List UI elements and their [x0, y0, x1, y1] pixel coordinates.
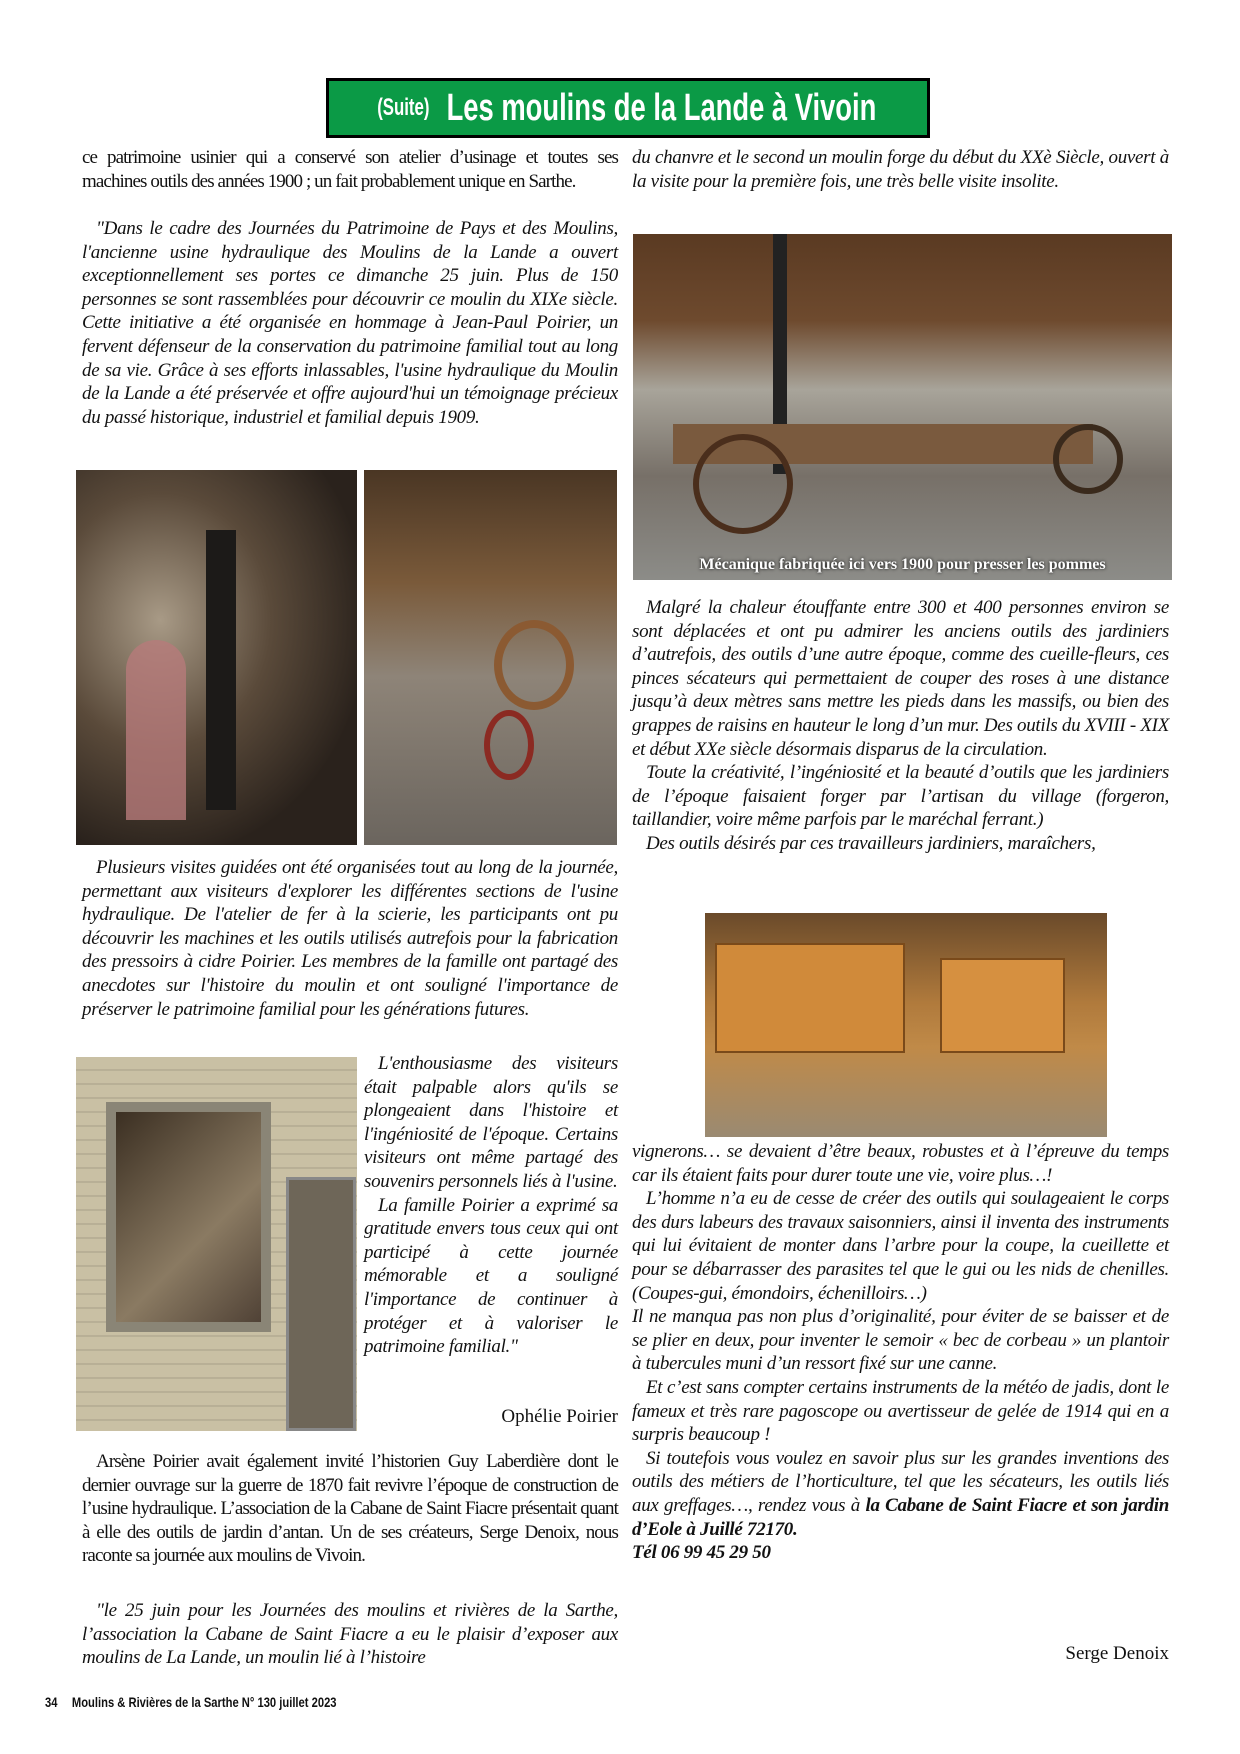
signature-serge: Serge Denoix	[1065, 1643, 1169, 1664]
page-number: 34	[45, 1694, 58, 1710]
right-text-2	[632, 1140, 1169, 1565]
enthusiasm-paragraph: L'enthousiasme des visiteurs était palpable alors qu'ils se plongeaient dans l'histoire et l'ingéniosité de l'époque. Certains visiteurs ont même partagé des souvenirs personnels liés à l'usine.	[364, 1053, 618, 1192]
article-title	[326, 78, 930, 138]
vignerons-paragraph: vignerons… se devaient d’être beaux, robustes et à l’épreuve du temps car ils étaient faits pour durer toute une vie, voire plus…!	[632, 1141, 1169, 1186]
photo-mill-window	[76, 1057, 357, 1431]
left-intro	[82, 146, 618, 193]
originalite-paragraph: Il ne manqua pas non plus d’originalité, pour éviter de se baisser et de se plier en deux, pour inventer le semoir « bec de corbeau » un plantoir à tubercules muni d’un ressort fixé sur une canne.	[632, 1306, 1169, 1375]
left-side-text	[364, 1052, 618, 1359]
right-intro	[632, 146, 1169, 193]
cabane-address: la Cabane de Saint Fiacre et son jardin d’Eole à Juillé 72170.	[632, 1494, 1169, 1540]
title-prefix: (Suite)	[377, 94, 430, 121]
photo-tool-exhibit	[705, 913, 1107, 1137]
left-juin	[82, 1599, 618, 1670]
left-visits	[82, 856, 618, 1021]
savoir-paragraph: Si toutefois vous voulez en savoir plus sur les grandes inventions des outils des métiers de l’horticulture, tel que les sécateurs, les outils liés aux greffages…, rendez vous à	[632, 1447, 1169, 1516]
gratitude-paragraph: La famille Poirier a exprimé sa gratitude envers tous ceux qui ont participé à cette journée mémorable et a souligné l'importance de continuer à protéger et à valoriser le patrimoine familial."	[364, 1194, 618, 1358]
intro-paragraph: ce patrimoine usinier qui a conservé son atelier d’usinage et toutes ses machines outils des années 1900 ; un fait probablement unique en Sarthe.	[82, 147, 618, 192]
right-intro-paragraph: du chanvre et le second un moulin forge du début du XXè Siècle, ouvert à la visite pour la première fois, une très belle visite insolite.	[632, 147, 1169, 192]
homme-paragraph: L’homme n’a eu de cesse de créer des outils qui soulageaient le corps des durs labeurs des travaux saisonniers, ainsi il inventa des instruments qui lui évitaient de monter dans l’arbre pour la coupe, la cueillette et pour se débarrasser des parasites tel que le gui ou les nids de chenilles. (Coupes-gui, émondoirs, échenilloirs…)	[632, 1188, 1169, 1304]
right-text-1	[632, 596, 1169, 856]
juin-paragraph: "le 25 juin pour les Journées des moulins et rivières de la Sarthe, l’association la Cabane de Saint Fiacre a eu le plaisir d’exposer aux moulins de La Lande, un moulin lié à l’histoire	[82, 1600, 618, 1669]
page-footer	[45, 1694, 351, 1710]
desires-paragraph: Des outils désirés par ces travailleurs jardiniers, maraîchers,	[646, 832, 1096, 854]
visits-paragraph: Plusieurs visites guidées ont été organisées tout au long de la journée, permettant aux visiteurs d'explorer les différentes sections de l'usine hydraulique. De l'atelier de fer à la scierie, les participants ont pu découvrir les machines et les outils utilisés autrefois pour la fabrication des pressoirs à cidre Poirier. Les membres de la famille ont partagé des anecdotes sur l'histoire du moulin et ont souligné l'importance de préserver le patrimoine familial pour les générations futures.	[82, 857, 618, 1020]
photo-caption: Mécanique fabriquée ici vers 1900 pour presser les pommes	[699, 556, 1106, 573]
photo-apple-press	[633, 234, 1172, 580]
arsene-paragraph: Arsène Poirier avait également invité l’historien Guy Laberdière dont le dernier ouvrage sur la guerre de 1870 fait revivre l’époque de construction de l’usine hydraulique. L’association de la Cabane de Saint Fiacre présentait quant à elle des outils de jardin d’antan. Un de ses créateurs, Serge Denoix, nous raconte sa journée aux moulins de Vivoin.	[82, 1451, 618, 1567]
magazine-issue: Moulins & Rivières de la Sarthe N° 130 juillet 2023	[71, 1694, 337, 1710]
chaleur-paragraph: Malgré la chaleur étouffante entre 300 et 400 personnes environ se sont déplacées et ont pu admirer les anciens outils des jardiniers d’autrefois, des outils d’une autre époque, comme des cueille-fleurs, ces pinces sécateurs qui permettaient de couper des roses à une distance jusqu’à deux mètres sans mettre les pieds dans les massifs, ou bien des grappes de raisins en hauteur le long d’un mur. Des outils du XVIII - XIX et début XXe siècle désormais disparus de la circulation.	[632, 597, 1169, 760]
signature-ophelie: Ophélie Poirier	[501, 1406, 618, 1427]
left-arsene	[82, 1450, 618, 1568]
meteo-paragraph: Et c’est sans compter certains instruments de la météo de jadis, dont le fameux et très rare pagoscope ou avertisseur de gelée de 1914 qui en a surpris beaucoup !	[632, 1376, 1169, 1446]
title-main: Les moulins de la Lande à Vivoin	[446, 86, 877, 129]
quote-paragraph: "Dans le cadre des Journées du Patrimoine de Pays et des Moulins, l'ancienne usine hydraulique des Moulins de la Lande a ouvert exceptionnellement ses portes ce dimanche 25 juin. Plus de 150 personnes se sont rassemblées pour découvrir ce moulin du XIXe siècle. Cette initiative a été organisée en hommage à Jean-Paul Poirier, un fervent défenseur de la conservation du patrimoine familial tout au long de sa vie. Grâce à ses efforts inlassables, l'usine hydraulique du Moulin de la Lande a été préservée et offre aujourd'hui un témoignage précieux du passé historique, industriel et familial depuis 1909.	[82, 218, 618, 428]
creativite-paragraph: Toute la créativité, l’ingéniosité et la beauté d’outils que les jardiniers de l’époque faisaient forger par l’artisan du village (forgeron, taillandier, voire même parfois par le maréchal ferrant.)	[632, 762, 1169, 831]
left-quote	[82, 217, 618, 429]
photo-workshop-visitors	[76, 470, 357, 845]
photo-steam-engine	[364, 470, 617, 845]
phone-number: Tél 06 99 45 29 50	[632, 1542, 771, 1564]
